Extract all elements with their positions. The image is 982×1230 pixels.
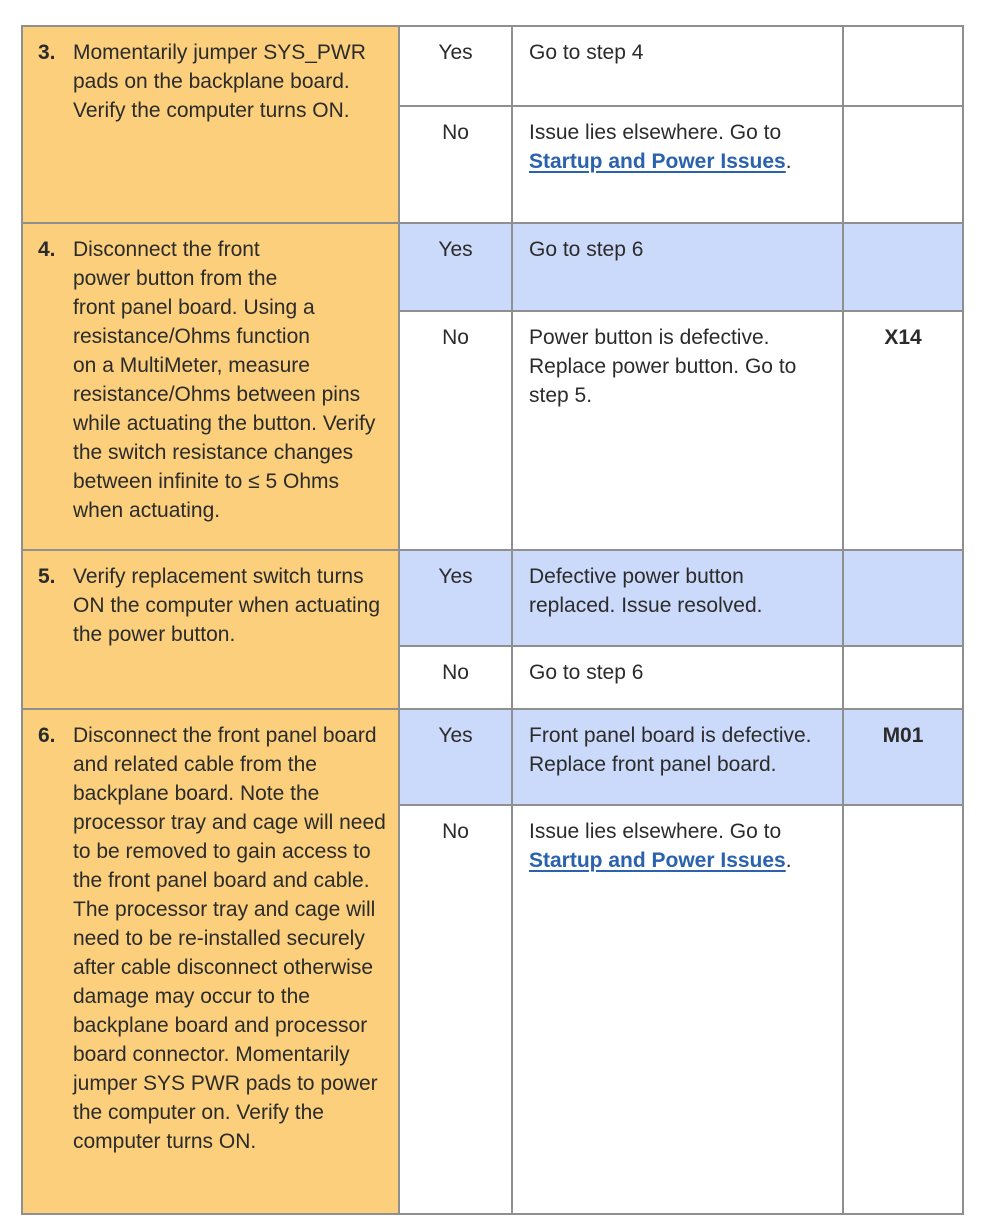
result-text: Front panel board is defective. Replace front panel board. (512, 709, 843, 805)
symptom-code (843, 646, 963, 709)
symptom-code (843, 106, 963, 223)
symptom-code: X14 (843, 311, 963, 550)
answer-no: No (399, 805, 512, 1214)
symptom-code: M01 (843, 709, 963, 805)
step-5-cell (22, 550, 399, 709)
troubleshooting-table (21, 25, 964, 1215)
table-row (22, 550, 963, 646)
step-number: 5. (38, 565, 56, 588)
answer-yes: Yes (399, 709, 512, 805)
result-text: Go to step 6 (512, 223, 843, 311)
startup-power-issues-link[interactable]: Startup and Power Issues (529, 849, 786, 872)
symptom-code (843, 550, 963, 646)
answer-no: No (399, 106, 512, 223)
symptom-code (843, 223, 963, 311)
answer-yes: Yes (399, 550, 512, 646)
table-row (22, 709, 963, 805)
answer-yes: Yes (399, 26, 512, 106)
step-instruction: Disconnect the front power button from the front panel board. Using a resistance/Ohms function on a MultiMeter, measure resistance/Ohms between pins while actuating the button. Verify the switch resistance changes between infinite to ≤ 5 Ohms when actuating. (73, 238, 376, 522)
result-text (512, 106, 843, 223)
result-text: Go to step 4 (512, 26, 843, 106)
result-prefix: Issue lies elsewhere. Go to (529, 820, 782, 843)
symptom-code (843, 805, 963, 1214)
answer-yes: Yes (399, 223, 512, 311)
result-text: Power button is defective. Replace power button. Go to step 5. (512, 311, 843, 550)
step-number: 3. (38, 41, 56, 64)
step-number: 6. (38, 724, 56, 747)
table-row (22, 26, 963, 106)
step-instruction: Disconnect the front panel board and related cable from the backplane board. Note the processor tray and cage will need to be removed to gain access to the front panel board and cable. The processor tray and cage will need to be re-installed securely after cable disconnect otherwise damage may occur to the backplane board and processor board connector. Momentarily jumper SYS PWR pads to power the computer on. Verify the computer turns ON. (73, 724, 386, 1153)
step-4-cell (22, 223, 399, 550)
step-number: 4. (38, 238, 56, 261)
step-instruction: Momentarily jumper SYS_PWR pads on the backplane board. Verify the computer turns ON. (73, 41, 366, 122)
step-6-cell (22, 709, 399, 1214)
step-instruction: Verify replacement switch turns ON the computer when actuating the power button. (73, 565, 381, 646)
table-row (22, 223, 963, 311)
result-suffix: . (785, 849, 792, 872)
symptom-code (843, 26, 963, 106)
result-text (512, 805, 843, 1214)
result-text: Go to step 6 (512, 646, 843, 709)
result-text: Defective power button replaced. Issue resolved. (512, 550, 843, 646)
result-prefix: Issue lies elsewhere. Go to (529, 121, 782, 144)
startup-power-issues-link[interactable]: Startup and Power Issues (529, 150, 786, 173)
answer-no: No (399, 646, 512, 709)
result-suffix: . (785, 150, 792, 173)
step-3-cell (22, 26, 399, 223)
answer-no: No (399, 311, 512, 550)
